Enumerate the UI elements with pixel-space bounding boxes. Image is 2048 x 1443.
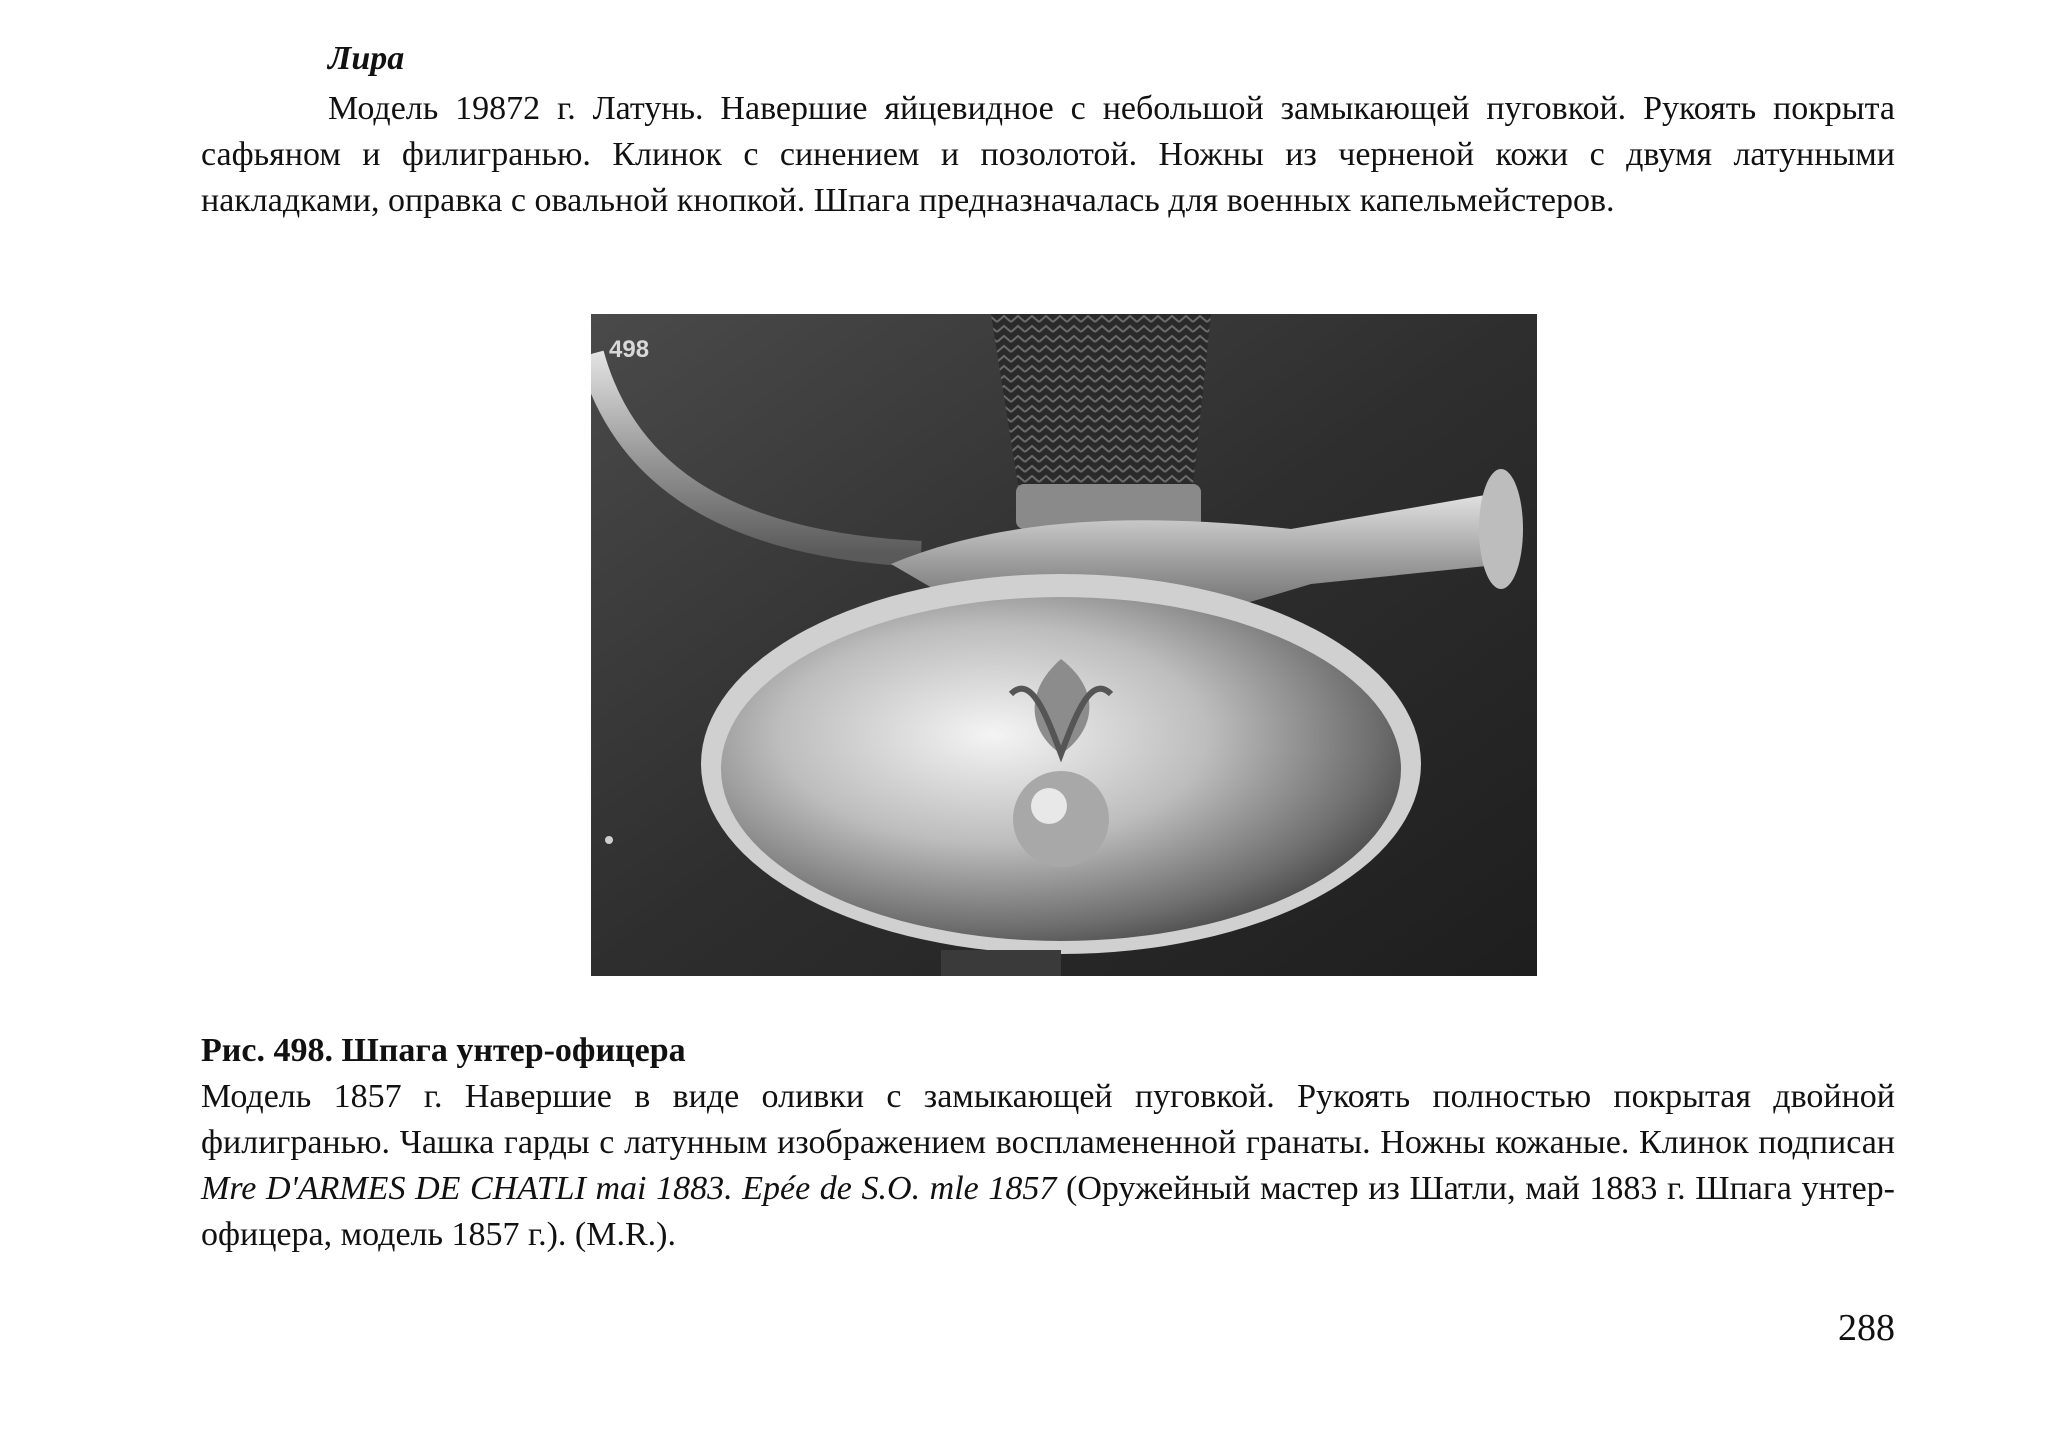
section-heading: Лира [328, 40, 405, 77]
page-number: 288 [1838, 1307, 1895, 1349]
figure-caption-text [201, 1074, 1895, 1258]
figure-caption-title: Рис. 498. Шпага унтер-офицера [201, 1032, 686, 1069]
caption-text-part-1: Модель 1857 г. Навершие в виде оливки с замыкающей пуговкой. Рукоять полностью покрытая двойной филигранью. Чашка гарды с латунным изображением воспламененной гранаты. Ножны кожаные. Клинок подписан [201, 1078, 1895, 1161]
sword-hilt-photo [591, 314, 1537, 976]
caption-blade-inscription: Mre D'ARMES DE CHATLI mai 1883. Epée de S.O. mle 1857 [201, 1170, 1057, 1207]
sword-hilt-illustration [591, 314, 1537, 976]
caption-text-part-2: (Оружейный мастер из Шатли, май 1883 г. Шпага унтер-офицера, модель 1857 г.). (M.R.). [201, 1170, 1895, 1253]
photo-number-label: 498 [609, 336, 650, 363]
section-paragraph: Модель 19872 г. Латунь. Навершие яйцевидное с небольшой замыкающей пуговкой. Рукоять покрыта сафьяном и филигранью. Клинок с синением и позолотой. Ножны из черненой кожи с двумя латунными накладками, оправка с овальной кнопкой. Шпага предназначалась для военных капельмейстеров. [201, 90, 1895, 219]
